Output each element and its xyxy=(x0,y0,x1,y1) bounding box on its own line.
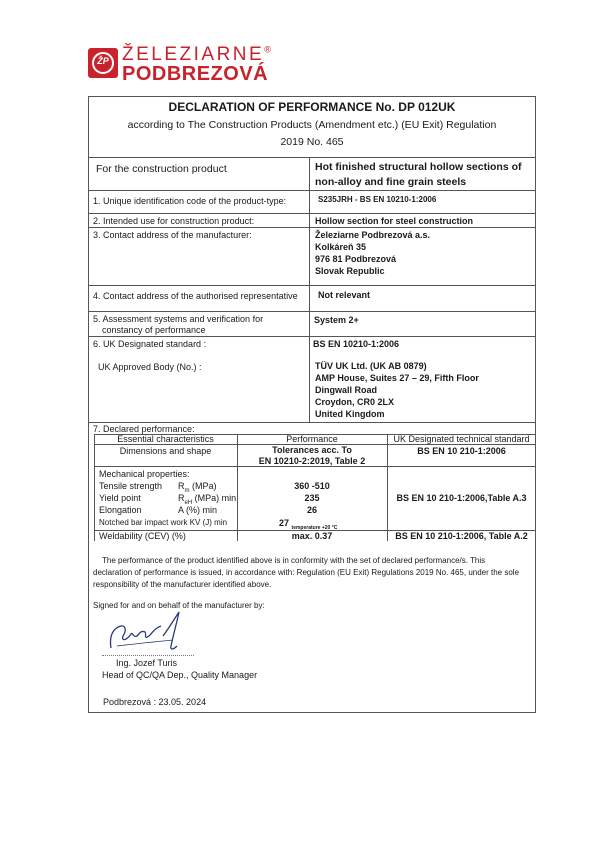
row5-label-2: constancy of performance xyxy=(102,325,206,335)
product-value-2: non-alloy and fine grain steels xyxy=(315,176,467,188)
logo-text-bottom: PODBREZOVÁ xyxy=(122,63,269,85)
approved-body-1: TÜV UK Ltd. (UK AB 0879) xyxy=(315,361,427,371)
row3-value-4: Slovak Republic xyxy=(315,266,385,276)
el-label: Elongation xyxy=(99,505,142,515)
weld-label: Weldability (CEV) (%) xyxy=(99,531,186,541)
weld-value: max. 0.37 xyxy=(291,531,333,541)
signer-name: Ing. Jozef Turis xyxy=(116,658,178,668)
row2-label: 2. Intended use for construction product: xyxy=(93,216,255,226)
dim-standard: BS EN 10 210-1:2006 xyxy=(417,446,506,456)
product-label: For the construction product xyxy=(96,163,227,175)
ts-value: 360 -510 xyxy=(294,481,330,491)
ts-unit: $R_m$ (MPa) xyxy=(178,481,217,494)
dim-label: Dimensions and shape xyxy=(119,446,212,456)
row4-label: 4. Contact address of the authorised representative xyxy=(93,291,298,301)
mech-label: Mechanical properties: xyxy=(99,469,190,479)
row5-label-1: 5. Assessment systems and verification for xyxy=(93,314,264,324)
handwritten-signature xyxy=(103,606,188,656)
dim-perf-2: EN 10210-2:2019, Table 2 xyxy=(258,456,366,466)
approved-body-5: United Kingdom xyxy=(315,409,385,419)
row1-value: S235JRH - BS EN 10210-1:2006 xyxy=(318,195,437,204)
weld-standard: BS EN 10 210-1:2006, Table A.2 xyxy=(395,531,528,541)
el-value: 26 xyxy=(306,505,317,515)
row3-value-3: 976 81 Podbrezová xyxy=(315,254,397,264)
mech-standard: BS EN 10 210-1:2006,Table A.3 xyxy=(396,493,527,503)
el-unit: A (%) min xyxy=(178,505,218,515)
approved-body-2: AMP House, Suites 27 – 29, Fifth Floor xyxy=(315,373,479,383)
approved-body-3: Dingwall Road xyxy=(315,385,378,395)
statement-line-1: The performance of the product identified above is in conformity with the set of declared performance/s. This xyxy=(102,556,486,565)
regulation-line-1: according to The Construction Products (Amendment etc.) (EU Exit) Regulation xyxy=(127,119,497,131)
col-standard: UK Designated technical standard xyxy=(393,434,530,444)
nb-value: 27 $_{temperature +20 ^\circ C}$ xyxy=(279,518,338,531)
approved-body-label: UK Approved Body (No.) : xyxy=(98,362,202,372)
company-logo xyxy=(88,44,288,84)
zp-logo-mark: ŽP xyxy=(88,48,118,78)
signer-role: Head of QC/QA Dep., Quality Manager xyxy=(102,670,258,680)
nb-label: Notched bar impact work KV (J) min xyxy=(99,518,228,527)
declared-performance-label: 7. Declared performance: xyxy=(93,424,195,434)
statement-line-2: declaration of performance is issued, in accordance with: Regulation (EU Exit) Regulations 2019 No. 465, under the sole xyxy=(93,568,520,577)
row3-label: 3. Contact address of the manufacturer: xyxy=(93,230,252,240)
yp-label: Yield point xyxy=(99,493,141,503)
product-value-1: Hot finished structural hollow sections of xyxy=(315,161,522,173)
row6-value: BS EN 10210-1:2006 xyxy=(313,339,400,349)
col-performance: Performance xyxy=(286,434,338,444)
row6-label: 6. UK Designated standard : xyxy=(93,339,207,349)
regulation-line-2: 2019 No. 465 xyxy=(280,136,344,148)
row3-value-2: Kolkáreň 35 xyxy=(315,242,367,252)
row5-value: System 2+ xyxy=(314,315,359,325)
dim-perf-1: Tolerances acc. To xyxy=(272,445,352,455)
row2-value: Hollow section for steel construction xyxy=(315,216,474,226)
document-title: DECLARATION OF PERFORMANCE No. DP 012UK xyxy=(168,100,456,114)
approved-body-4: Croydon, CR0 2LX xyxy=(315,397,395,407)
ts-label: Tensile strength xyxy=(99,481,163,491)
col-essential: Essential characteristics xyxy=(117,434,214,444)
logo-text-top: ŽELEZIARNE® xyxy=(122,44,271,65)
statement-line-3: responsibility of the manufacturer identified above. xyxy=(93,580,272,589)
signed-by: Signed for and on behalf of the manufacturer by: xyxy=(93,601,265,610)
row1-label: 1. Unique identification code of the product-type: xyxy=(93,196,287,206)
row3-value-1: Železiarne Podbrezová a.s. xyxy=(315,230,431,240)
row4-value: Not relevant xyxy=(318,290,371,300)
yp-value: 235 xyxy=(304,493,320,503)
place-date: Podbrezová : 23.05. 2024 xyxy=(103,697,207,707)
yp-unit: $R_{eH}$ (MPa) min xyxy=(178,493,237,506)
